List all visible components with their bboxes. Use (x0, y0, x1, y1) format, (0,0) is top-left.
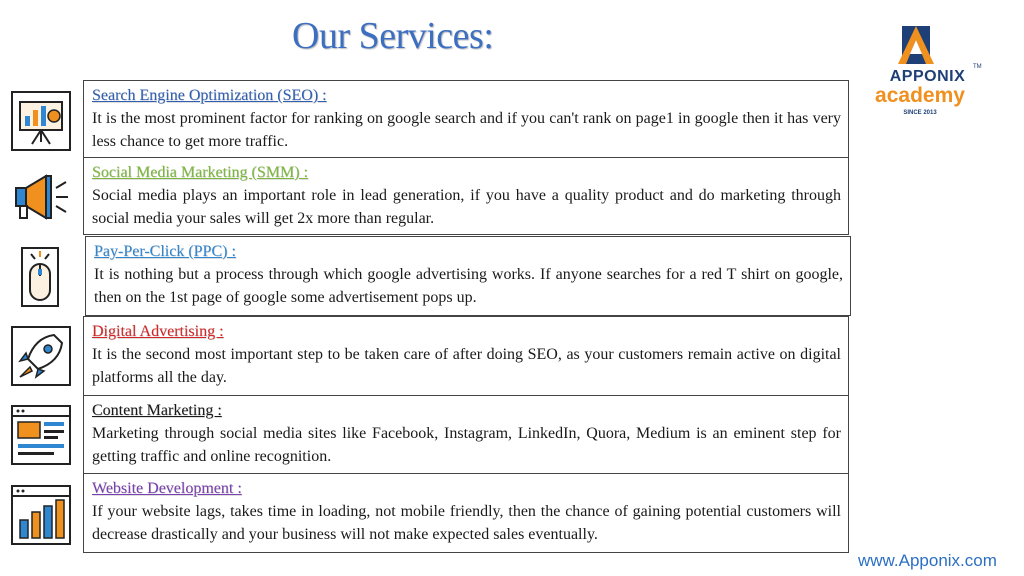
apponix-logo (870, 20, 985, 120)
service-card-ppc (85, 236, 851, 316)
service-heading-smm: Social Media Marketing (SMM) : (92, 164, 308, 181)
service-description-ppc: It is nothing but a process through which google advertising works. If anyone searches for a red T shirt on google, then on the 1st page of google some advertisement pops up. (94, 266, 843, 306)
service-heading-website-development: Website Development : (92, 480, 242, 497)
logo-brand: APPONIX (889, 68, 966, 85)
mouse-click-icon (10, 246, 72, 308)
service-card-smm (83, 157, 849, 235)
service-heading-ppc: Pay-Per-Click (PPC) : (94, 243, 236, 260)
service-heading-seo: Search Engine Optimization (SEO) : (92, 87, 327, 104)
megaphone-icon (10, 168, 72, 230)
service-description-seo: It is the most prominent factor for ranking on google search and if you can't rank on page1 in google then it has very less chance to get more traffic. (92, 110, 841, 150)
service-heading-digital-advertising: Digital Advertising : (92, 323, 224, 340)
service-card-digital-advertising (83, 316, 849, 396)
service-description-content-marketing: Marketing through social media sites like Facebook, Instagram, LinkedIn, Quora, Medium is an eminent step for getting traffic and online recognition. (92, 425, 841, 465)
logo-sub: academy (875, 84, 965, 107)
service-card-website-development (83, 473, 849, 553)
website-link[interactable]: www.Apponix.com (858, 551, 997, 570)
page-title: Our Services: (292, 15, 494, 57)
service-heading-content-marketing: Content Marketing : (92, 402, 222, 419)
web-layout-icon (10, 404, 72, 466)
logo-mark-icon (870, 20, 985, 70)
logo-trademark: TM (973, 64, 982, 70)
logo-since: SINCE 2013 (903, 110, 937, 116)
website-chart-icon (10, 484, 72, 546)
service-description-website-development: If your website lags, takes time in loading, not mobile friendly, then the chance of gaining potential customers will decrease drastically and your business will not make expected sales eventually. (92, 503, 841, 543)
service-description-digital-advertising: It is the second most important step to be taken care of after doing SEO, as your customers remain active on digital platforms all the day. (92, 346, 841, 386)
service-description-smm: Social media plays an important role in lead generation, if you have a quality product and do marketing through social media your sales will get 2x more than regular. (92, 187, 841, 227)
presentation-chart-icon (10, 90, 72, 152)
service-card-seo (83, 80, 849, 158)
rocket-icon (10, 325, 72, 387)
service-card-content-marketing (83, 395, 849, 474)
